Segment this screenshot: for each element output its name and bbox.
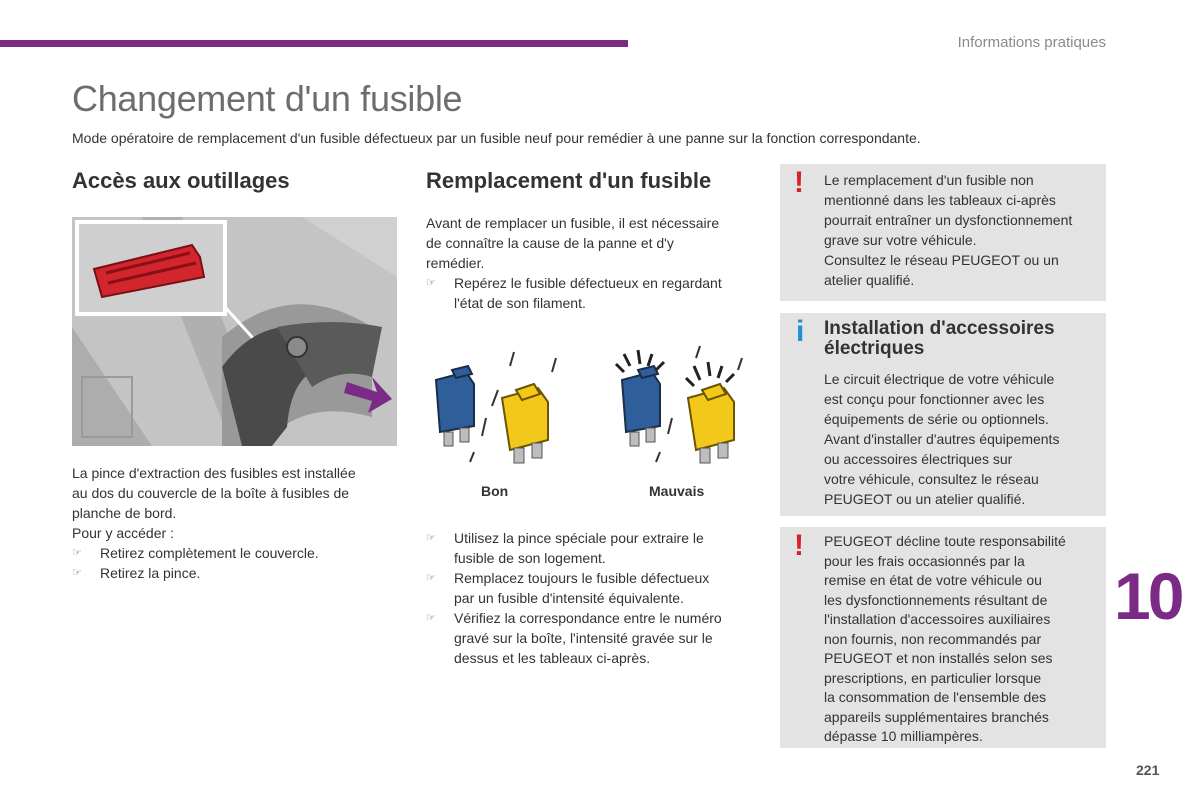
text-line: les dysfonctionnements résultant de	[824, 591, 1048, 608]
text-line: dépasse 10 milliampères.	[824, 728, 983, 744]
list-item	[426, 528, 756, 568]
info-heading-line: Installation d'accessoires	[824, 318, 1055, 339]
heading-tool-access: Accès aux outillages	[72, 168, 290, 193]
warning-text	[824, 532, 1066, 747]
good-fuses	[436, 352, 556, 463]
exclamation-icon: !	[794, 529, 804, 562]
text-line: Avant d'installer d'autres équipements	[824, 431, 1060, 447]
text-line: appareils supplémentaires branchés	[824, 708, 1049, 725]
list-item-text: Remplacez toujours le fusible défectueux	[454, 570, 710, 586]
hand-pointer-icon: ☞	[426, 572, 436, 584]
fuse-comparison-illustration	[426, 340, 750, 470]
info-heading	[824, 319, 1059, 359]
list-item	[72, 543, 402, 563]
text-line: ou accessoires électriques sur	[824, 451, 1013, 467]
fusebox-cover-photo	[72, 217, 397, 446]
bad-fuses	[616, 346, 742, 463]
text-line: prescriptions, en particulier lorsque	[824, 669, 1042, 686]
text-line: Avant de remplacer un fusible, il est nécessaire	[426, 215, 720, 231]
hand-pointer-icon: ☞	[426, 612, 436, 624]
text-line: équipements de série ou optionnels.	[824, 411, 1049, 427]
list-item-text: Repérez le fusible défectueux en regardant	[454, 275, 722, 291]
text-line: non fournis, non recommandés par	[824, 630, 1042, 647]
list-item-text: l'état de son filament.	[454, 295, 586, 311]
text-line: Consultez le réseau PEUGEOT ou un	[824, 252, 1059, 268]
text-line: votre véhicule, consultez le réseau	[824, 471, 1039, 487]
hand-pointer-icon: ☞	[426, 277, 436, 289]
list-item	[426, 608, 756, 668]
info-box-accessories	[780, 313, 1106, 516]
text-line: La pince d'extraction des fusibles est installée	[72, 465, 356, 481]
page-number: 221	[1136, 762, 1160, 778]
label-bad: Mauvais	[649, 483, 705, 499]
list-item-text: gravé sur la boîte, l'intensité gravée sur le	[454, 630, 713, 646]
text-line: la consommation de l'ensemble des	[824, 689, 1047, 705]
intro-text: Mode opératoire de remplacement d'un fusible défectueux par un fusible neuf pour remédier à une panne sur la fonction correspondante.	[72, 130, 921, 146]
info-heading-line: électriques	[824, 338, 925, 359]
list-item-text: Vérifiez la correspondance entre le numéro	[454, 610, 722, 626]
text-line: Pour y accéder :	[72, 525, 174, 541]
text-line: pourrait entraîner un dysfonctionnement	[824, 212, 1073, 228]
warning-box-fuses	[780, 164, 1106, 301]
fuse-replacement-steps	[426, 528, 756, 668]
text-line: l'installation d'accessoires auxiliaires	[824, 611, 1051, 627]
list-item-text: Retirez la pince.	[100, 565, 201, 581]
text-line: remise en état de votre véhicule ou	[824, 572, 1042, 588]
hand-pointer-icon: ☞	[426, 532, 436, 544]
list-item-text: Retirez complètement le couvercle.	[100, 545, 319, 561]
chapter-number: 10	[1114, 559, 1182, 633]
warning-box-responsibility	[780, 527, 1106, 748]
text-line: PEUGEOT décline toute responsabilité	[824, 533, 1066, 549]
text-line: grave sur votre véhicule.	[824, 232, 977, 248]
list-item-text: par un fusible d'intensité équivalente.	[454, 590, 684, 606]
fuse-replacement-intro	[426, 213, 756, 313]
tool-access-text	[72, 463, 402, 583]
list-item-text: Utilisez la pince spéciale pour extraire le	[454, 530, 704, 546]
info-text	[824, 319, 1059, 509]
text-line: pour les frais occasionnés par la	[824, 552, 1025, 569]
page-title: Changement d'un fusible	[72, 78, 463, 119]
list-item-text: fusible de son logement.	[454, 550, 606, 566]
list-item	[72, 563, 402, 583]
text-line: au dos du couvercle de la boîte à fusibles de	[72, 485, 350, 501]
info-icon: i	[796, 315, 805, 348]
hand-pointer-icon: ☞	[72, 547, 82, 559]
text-line: PEUGEOT et non installés selon ses	[824, 650, 1053, 666]
top-accent-bar	[0, 40, 628, 47]
hand-pointer-icon: ☞	[72, 567, 82, 579]
text-line: remédier.	[426, 255, 485, 271]
list-item	[426, 273, 756, 313]
text-line: atelier qualifié.	[824, 272, 915, 288]
list-item	[426, 568, 756, 608]
list-item-text: dessus et les tableaux ci-après.	[454, 650, 651, 666]
warning-text	[824, 170, 1072, 290]
heading-fuse-replacement: Remplacement d'un fusible	[426, 168, 712, 193]
label-good: Bon	[481, 483, 509, 499]
exclamation-icon: !	[794, 166, 804, 199]
text-line: est conçu pour fonctionner avec les	[824, 391, 1045, 407]
text-line: planche de bord.	[72, 505, 177, 521]
text-line: PEUGEOT ou un atelier qualifié.	[824, 491, 1026, 507]
text-line: Le circuit électrique de votre véhicule	[824, 371, 1055, 387]
text-line: Le remplacement d'un fusible non	[824, 172, 1034, 188]
section-title: Informations pratiques	[957, 34, 1106, 51]
text-line: de connaître la cause de la panne et d'y	[426, 235, 674, 251]
text-line: mentionné dans les tableaux ci-après	[824, 192, 1056, 208]
